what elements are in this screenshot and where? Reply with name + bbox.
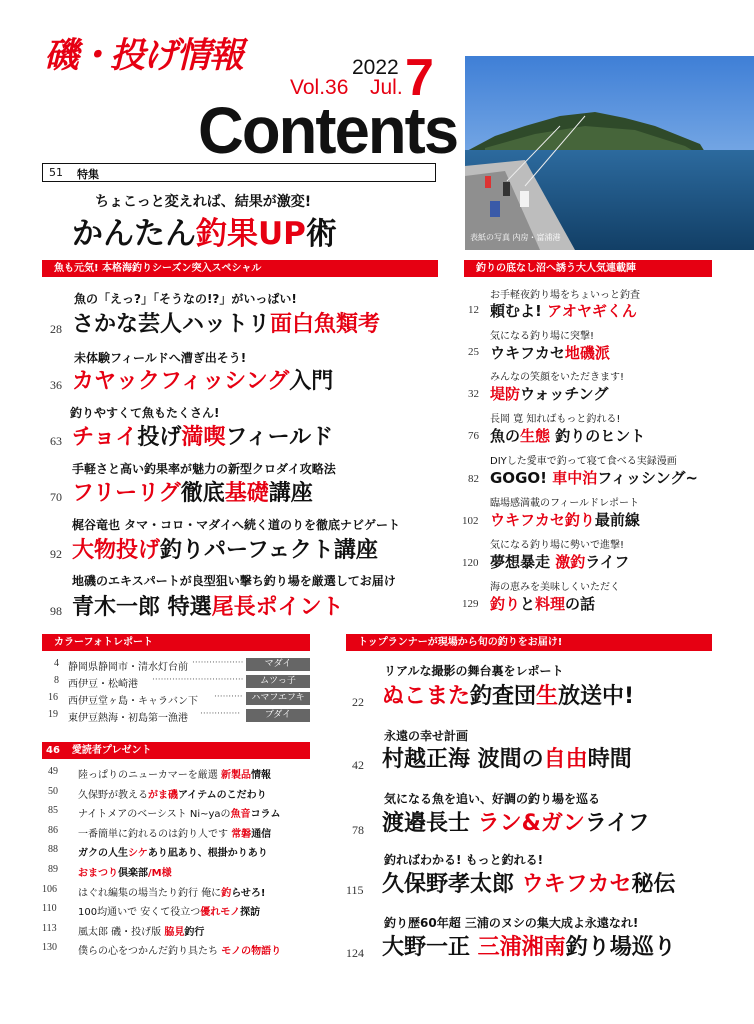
title-highlight: 面白魚類考 (270, 312, 381, 337)
title-highlight: 地磯派 (564, 344, 610, 362)
list-item (42, 656, 310, 673)
special-page: 70 (50, 490, 62, 504)
fish-tag: ブダイ (246, 709, 310, 722)
title-part: 村越正海 波間の (382, 747, 544, 772)
item-page: 88 (48, 844, 58, 856)
title-highlight: ラン&ガン (477, 811, 585, 836)
special-sub: 魚の「えっ?」「そうなの!?」がいっぱい! (74, 292, 297, 306)
title-highlight: 自由 (543, 747, 588, 772)
text-highlight: がま磯 (148, 789, 178, 801)
serial-sub: DIYした愛車で釣って寝て食べる実録漫画 (490, 456, 677, 467)
text-highlight: 脇見 (164, 926, 185, 938)
list-item (42, 707, 310, 724)
issue-year: 2022 (352, 56, 399, 79)
serial-title (490, 593, 595, 614)
runner-sub: リアルな撮影の舞台裏をレポート (384, 664, 564, 678)
title-part: 釣り場巡り (565, 935, 676, 960)
runner-sub: 気になる魚を追い、好調の釣り場を巡る (384, 792, 601, 806)
item-text (78, 923, 204, 938)
title-part: 魚の (490, 427, 521, 445)
photo-caption: 表紙の写真 内房・富浦港 (470, 233, 561, 242)
text-part: 100均通いで 安くて役立つ (78, 907, 201, 919)
page-title: Contents (198, 93, 458, 167)
title-part: 渡邉長士 (382, 811, 478, 836)
item-text (78, 844, 268, 859)
serial-page: 102 (462, 515, 479, 527)
item-text: 東伊豆熱海・初島第一漁港 (68, 713, 188, 724)
title-part: 最前線 (594, 511, 640, 529)
feature-title (72, 208, 337, 253)
title-part: 頼むよ! (490, 302, 548, 320)
item-text (78, 766, 271, 781)
text-part: 情報 (250, 770, 271, 781)
text-part: 探訪 (240, 907, 261, 919)
title-part: 入門 (289, 369, 334, 394)
text-highlight: 常磐 (231, 828, 252, 840)
serial-sub: 気になる釣り場に勢いで進撃! (490, 540, 625, 551)
text-part: 風太郎 磯・投げ版 (78, 926, 165, 938)
title-highlight: ぬこまた (382, 684, 471, 709)
title-part: 久保野孝太郎 (382, 872, 522, 897)
title-part: 投げ (137, 425, 182, 450)
special-page: 36 (50, 378, 62, 392)
leader-dots: ·············· (200, 709, 241, 719)
title-part: と (520, 595, 536, 613)
special-title (72, 476, 313, 507)
title-highlight: 基礎 (224, 481, 269, 506)
list-item (42, 882, 312, 902)
runner-title (382, 930, 676, 961)
title-highlight: チョイ (72, 425, 138, 450)
text-part: ナイトメアのベーシスト Ni~yaの (78, 809, 231, 821)
title-part: GOGO! (490, 469, 553, 487)
item-page: 106 (42, 883, 57, 895)
text-part: コラム (250, 809, 281, 821)
feature-bar (42, 163, 436, 182)
item-page: 4 (54, 658, 59, 669)
serial-title (490, 383, 608, 404)
runner-page: 22 (352, 695, 364, 709)
title-part: 釣りパーフェクト講座 (160, 538, 378, 563)
text-highlight: 魚音 (230, 809, 251, 821)
serial-title (490, 300, 637, 321)
special-title (72, 364, 333, 395)
title-part: ライフ (585, 553, 630, 571)
text-highlight: シケ (128, 848, 148, 860)
special-page: 92 (50, 547, 62, 561)
item-text: 西伊豆・松崎港 (68, 679, 138, 690)
title-highlight: 生態 (520, 427, 551, 445)
present-page: 46 (46, 745, 60, 756)
title-part: 放送中! (558, 684, 635, 709)
item-text (78, 864, 172, 879)
special-title (72, 590, 344, 621)
item-text (78, 805, 280, 820)
title-part: ウォッチング (520, 385, 609, 403)
item-page: 85 (48, 805, 58, 817)
runner-title (382, 679, 634, 710)
item-page: 19 (48, 709, 58, 720)
item-page: 89 (48, 863, 58, 875)
title-highlight: 堤防 (490, 385, 521, 403)
text-highlight: モノの物語り (221, 946, 282, 958)
runner-page: 124 (346, 946, 364, 960)
serial-page: 120 (462, 557, 479, 569)
runner-title (382, 867, 675, 898)
item-text (78, 884, 265, 899)
runner-title (382, 742, 632, 773)
item-page: 86 (48, 824, 58, 836)
text-part: らせろ! (231, 887, 266, 899)
text-part: 久保野が教える (78, 789, 148, 801)
special-sub: 梶谷竜也 タマ・コロ・マダイへ続く道のりを徹底ナビゲート (72, 518, 400, 532)
title-part: 徹底 (180, 481, 225, 506)
text-highlight: 新製品 (220, 770, 251, 781)
special-title (72, 420, 333, 451)
special-sub: 地磯のエキスパートが良型狙い撃ち釣り場を厳選してお届け (72, 574, 396, 588)
item-text (78, 825, 271, 840)
serial-section-header: 釣りの底なし沼へ誘う大人気連載陣 (464, 260, 712, 277)
runner-sub: 釣ればわかる! もっと釣れる! (384, 853, 544, 867)
text-part: 倶楽部 (118, 867, 148, 879)
title-part: 釣りのヒント (550, 427, 646, 445)
title-highlight: 釣り (490, 595, 521, 613)
issue-month-number: 7 (405, 49, 434, 107)
item-page: 113 (42, 922, 57, 934)
title-highlight: 車中泊 (552, 469, 598, 487)
runner-sub: 釣り歴60年超 三浦のヌシの集大成よ永遠なれ! (384, 916, 639, 930)
title-highlight: ウキフカセ (521, 872, 632, 897)
title-highlight: 満喫 (181, 425, 226, 450)
item-page: 110 (42, 903, 57, 915)
serial-title (490, 342, 610, 363)
list-item (42, 901, 312, 921)
item-text (78, 942, 281, 957)
text-part: はぐれ編集の場当たり釣行 俺に (78, 887, 222, 899)
text-part: 僕らの心をつかんだ釣り具たち (78, 946, 222, 958)
feature-title-part: 術 (305, 216, 337, 252)
serial-sub: 長岡 寛 知ればもっと釣れる! (490, 414, 621, 425)
cover-photo (465, 56, 754, 250)
fish-tag: ムツっ子 (246, 675, 310, 688)
list-item (42, 803, 312, 823)
serial-sub: お手軽夜釣り場をちょいっと釣査 (490, 290, 640, 301)
color-photo-list (42, 656, 310, 724)
special-page: 63 (50, 434, 62, 448)
item-text (78, 786, 267, 801)
title-highlight: 三浦湘南 (477, 935, 566, 960)
list-item (42, 690, 310, 707)
color-photo-header: カラーフォトレポート (42, 634, 310, 651)
item-text (78, 903, 260, 918)
serial-page: 129 (462, 598, 479, 610)
title-part: フィッシング~ (597, 469, 698, 487)
special-page: 28 (50, 322, 62, 336)
serial-sub: みんなの笑顔をいただきます! (490, 372, 625, 383)
text-part: アイテムのこだわり (178, 789, 267, 801)
list-item (42, 784, 312, 804)
runner-page: 115 (346, 883, 364, 897)
special-section-header: 魚も元気! 本格海釣りシーズン突入スペシャル (42, 260, 438, 277)
item-page: 8 (54, 675, 59, 686)
feature-title-highlight: 釣果UP (196, 216, 306, 252)
special-title (72, 533, 378, 564)
issue-month: Jul. (370, 76, 403, 99)
item-text: 西伊豆堂ヶ島・キャラバン下 (68, 696, 198, 707)
list-item (42, 921, 312, 941)
serial-sub: 海の恵みを美味しくいただく (490, 582, 620, 593)
text-highlight: 釣 (221, 887, 232, 899)
title-part: フィールド (225, 425, 334, 450)
list-item (42, 842, 312, 862)
list-item (42, 764, 312, 784)
title-part: 釣査団 (470, 684, 537, 709)
special-sub: 釣りやすくて魚もたくさん! (70, 406, 220, 420)
item-page: 50 (48, 785, 58, 797)
text-part: 陸っぱりのニューカマーを厳選 (78, 770, 221, 781)
serial-page: 76 (468, 430, 479, 442)
serial-page: 25 (468, 346, 479, 358)
feature-label: 特集 (77, 168, 99, 181)
title-highlight: 生 (536, 684, 559, 709)
serial-sub: 臨場感満載のフィールドレポート (490, 498, 639, 509)
title-highlight: 大物投げ (72, 538, 161, 563)
title-highlight: 激釣 (555, 553, 586, 571)
feature-lead: ちょこっと変えれば、結果が激変! (95, 194, 312, 210)
feature-title-part: かんたん (72, 216, 196, 252)
issue-volume: Vol.36 (290, 76, 349, 99)
present-header (42, 742, 310, 759)
title-highlight: フリーリグ (72, 481, 181, 506)
text-highlight: おまつり (78, 867, 118, 879)
special-sub: 未体験フィールドへ漕ぎ出そう! (74, 351, 247, 365)
special-sub: 手軽さと高い釣果率が魅力の新型クロダイ攻略法 (72, 462, 336, 476)
runner-sub: 永遠の幸せ計画 (384, 729, 469, 743)
title-highlight: ウキフカセ釣り (490, 511, 595, 529)
serial-title (490, 467, 698, 488)
special-title (72, 307, 380, 338)
fish-tag: マダイ (246, 658, 310, 671)
text-highlight: 優れモノ (200, 907, 241, 919)
item-page: 130 (42, 942, 57, 954)
title-part: の話 (565, 595, 596, 613)
magazine-logo: 磯・投げ情報 (44, 36, 243, 76)
fish-tag: ハマフエフキ (246, 692, 310, 705)
present-label: 愛読者プレゼント (71, 745, 152, 756)
text-part: 釣行 (184, 926, 205, 938)
title-part: 講座 (268, 481, 313, 506)
feature-page: 51 (49, 166, 63, 179)
runner-page: 42 (352, 758, 364, 772)
runner-title (382, 806, 650, 837)
text-highlight: /M様 (148, 867, 172, 879)
serial-sub: 気になる釣り場に突撃! (490, 331, 595, 342)
title-part: 秘伝 (631, 872, 676, 897)
text-part: あり凪あり、根掛かりあり (147, 848, 268, 860)
item-page: 16 (48, 692, 58, 703)
serial-title (490, 425, 645, 446)
top-runner-header: トップランナーが現場から旬の釣りをお届け! (346, 634, 712, 651)
leader-dots: ·················· (192, 658, 244, 668)
title-highlight: 尾長ポイント (211, 595, 344, 620)
title-highlight: カヤックフィッシング (72, 369, 290, 394)
title-part: 青木一郎 特選 (72, 595, 212, 620)
leader-dots: ·········· (214, 692, 243, 702)
serial-title (490, 551, 629, 572)
special-page: 98 (50, 604, 62, 618)
item-text: 静岡県静岡市・清水灯台前 (68, 662, 188, 673)
list-item (42, 823, 312, 843)
title-part: 夢想暴走 (490, 553, 556, 571)
title-part: ウキフカセ (490, 344, 565, 362)
text-part: 一番簡単に釣れるのは釣り人です (78, 828, 232, 840)
present-list (42, 764, 312, 960)
serial-page: 32 (468, 388, 479, 400)
serial-title (490, 509, 640, 530)
title-part: ライフ (584, 811, 650, 836)
text-part: ガクの人生 (78, 848, 128, 860)
serial-page: 82 (468, 473, 479, 485)
list-item (42, 673, 310, 690)
list-item (42, 862, 312, 882)
serial-page: 12 (468, 304, 479, 316)
item-page: 49 (48, 766, 58, 777)
title-part: 時間 (587, 747, 632, 772)
title-part: さかな芸人ハットリ (72, 312, 271, 337)
title-part: 大野一正 (382, 935, 478, 960)
text-part: 通信 (251, 828, 272, 840)
runner-page: 78 (352, 823, 364, 837)
list-item (42, 940, 312, 960)
leader-dots: ································ (152, 675, 244, 685)
title-highlight: アオヤギくん (547, 302, 637, 320)
title-highlight: 料理 (535, 595, 566, 613)
